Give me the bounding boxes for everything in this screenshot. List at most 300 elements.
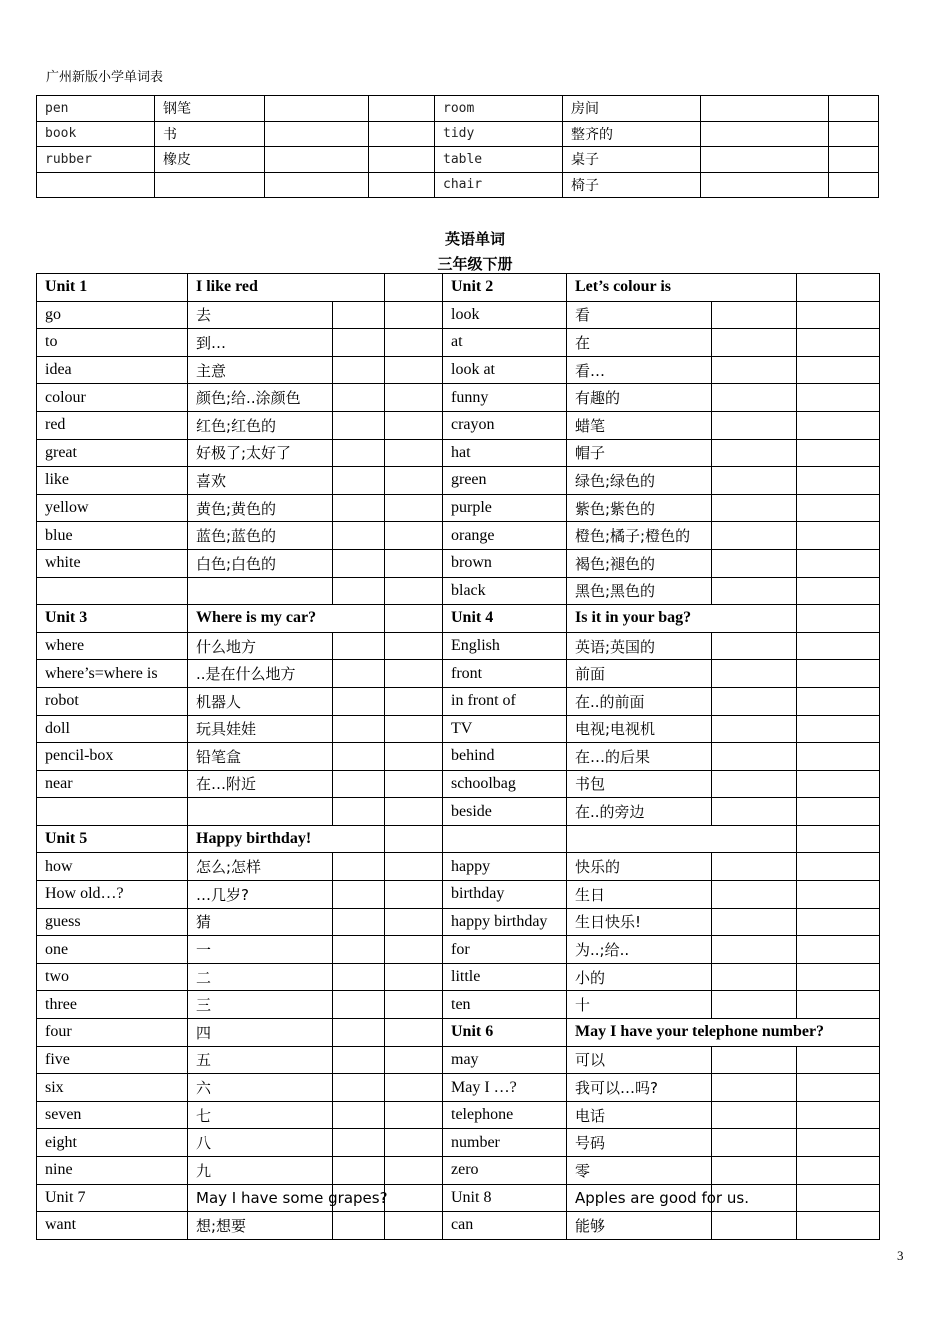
chinese-meaning: 电话	[567, 1101, 712, 1129]
blank-cell	[797, 1074, 880, 1102]
english-word: purple	[443, 494, 567, 522]
english-word: hat	[443, 439, 567, 467]
blank-cell	[797, 908, 880, 936]
blank-cell	[385, 1019, 443, 1047]
chinese-meaning: 玩具娃娃	[188, 715, 333, 743]
english-word: birthday	[443, 881, 567, 909]
blank-cell	[797, 853, 880, 881]
blank-cell	[369, 172, 435, 198]
blank-cell	[712, 1101, 797, 1129]
table-row	[37, 577, 880, 605]
blank-cell	[712, 660, 797, 688]
blank-cell	[712, 936, 797, 964]
blank-cell	[333, 632, 385, 660]
blank-cell	[333, 1019, 385, 1047]
chinese-meaning: 钢笔	[155, 96, 265, 122]
page-header: 广州新版小学单词表	[46, 70, 164, 85]
table-row	[37, 687, 880, 715]
unit-title: Let’s colour is	[567, 274, 797, 302]
blank-cell	[797, 687, 880, 715]
blank-cell	[385, 743, 443, 771]
table-row	[37, 411, 880, 439]
table-row	[37, 908, 880, 936]
blank-cell	[797, 936, 880, 964]
chinese-meaning: 一	[188, 936, 333, 964]
english-word: guess	[37, 908, 188, 936]
blank-cell	[712, 908, 797, 936]
blank-cell	[333, 467, 385, 495]
unit-label: Unit 5	[37, 825, 188, 853]
table-row	[37, 853, 880, 881]
unit-title: Where is my car?	[188, 605, 385, 633]
chinese-meaning: 八	[188, 1129, 333, 1157]
unit-title: Happy birthday!	[188, 825, 385, 853]
english-word: front	[443, 660, 567, 688]
blank-cell	[333, 301, 385, 329]
chinese-meaning: 为..;给..	[567, 936, 712, 964]
english-word: pencil-box	[37, 743, 188, 771]
blank-cell	[385, 1212, 443, 1240]
blank-cell	[333, 329, 385, 357]
blank-cell	[797, 715, 880, 743]
table-row	[37, 660, 880, 688]
chinese-meaning: 七	[188, 1101, 333, 1129]
chinese-meaning: 在…的后果	[567, 743, 712, 771]
english-word: chair	[435, 172, 563, 198]
top-table-row	[37, 172, 879, 198]
blank-cell	[333, 1074, 385, 1102]
blank-cell	[797, 605, 880, 633]
blank-cell	[797, 1046, 880, 1074]
english-word: six	[37, 1074, 188, 1102]
blank-cell	[712, 743, 797, 771]
table-row	[37, 301, 880, 329]
blank-cell	[797, 522, 880, 550]
blank-cell	[385, 549, 443, 577]
english-word: in front of	[443, 687, 567, 715]
english-word: room	[435, 96, 563, 122]
blank-cell	[712, 356, 797, 384]
blank-cell	[265, 172, 369, 198]
unit-title: May I have your telephone number?	[567, 1019, 880, 1047]
chinese-meaning: 蜡笔	[567, 411, 712, 439]
chinese-meaning: 房间	[563, 96, 701, 122]
unit-header-row	[37, 274, 880, 302]
chinese-meaning: 喜欢	[188, 467, 333, 495]
unit-label: Unit 1	[37, 274, 188, 302]
blank-cell	[797, 384, 880, 412]
english-word: want	[37, 1212, 188, 1240]
blank-cell	[797, 549, 880, 577]
english-word: great	[37, 439, 188, 467]
english-word: five	[37, 1046, 188, 1074]
chinese-meaning: 在..的旁边	[567, 798, 712, 826]
chinese-meaning: 十	[567, 991, 712, 1019]
blank-cell	[333, 687, 385, 715]
blank-cell	[333, 798, 385, 826]
table-row	[37, 1019, 880, 1047]
blank-cell	[385, 1157, 443, 1185]
blank-cell	[712, 522, 797, 550]
blank-cell	[385, 715, 443, 743]
english-word: telephone	[443, 1101, 567, 1129]
blank-cell	[712, 881, 797, 909]
blank-cell	[333, 439, 385, 467]
english-word: colour	[37, 384, 188, 412]
vocab-table	[36, 273, 880, 1240]
chinese-meaning: 快乐的	[567, 853, 712, 881]
english-word: behind	[443, 743, 567, 771]
blank-cell	[712, 1129, 797, 1157]
blank-cell	[385, 494, 443, 522]
english-word: like	[37, 467, 188, 495]
blank-cell	[701, 172, 829, 198]
english-word: near	[37, 770, 188, 798]
blank-cell	[797, 1184, 880, 1212]
blank-cell	[333, 743, 385, 771]
blank-cell	[712, 1074, 797, 1102]
english-word: three	[37, 991, 188, 1019]
blank-cell	[369, 96, 435, 122]
blank-cell	[797, 274, 880, 302]
blank-cell	[385, 274, 443, 302]
english-word: happy birthday	[443, 908, 567, 936]
english-word: How old…?	[37, 881, 188, 909]
blank-cell	[797, 632, 880, 660]
english-word: white	[37, 549, 188, 577]
blank-cell	[333, 411, 385, 439]
blank-cell	[797, 660, 880, 688]
blank-cell	[333, 963, 385, 991]
unit-header-row	[37, 825, 880, 853]
chinese-meaning: 有趣的	[567, 384, 712, 412]
english-word: red	[37, 411, 188, 439]
blank-cell	[333, 881, 385, 909]
top-table-row	[37, 147, 879, 173]
english-word: tidy	[435, 121, 563, 147]
chinese-meaning: 六	[188, 1074, 333, 1102]
blank-cell	[333, 936, 385, 964]
chinese-meaning: 在…附近	[188, 770, 333, 798]
chinese-meaning: …几岁?	[188, 881, 333, 909]
chinese-meaning: 能够	[567, 1212, 712, 1240]
chinese-meaning: May I have some grapes?	[188, 1184, 333, 1212]
blank-cell	[385, 1074, 443, 1102]
english-word: funny	[443, 384, 567, 412]
chinese-meaning: 褐色;褪色的	[567, 549, 712, 577]
blank-cell	[712, 770, 797, 798]
chinese-meaning: 橙色;橘子;橙色的	[567, 522, 712, 550]
unit-header-row	[37, 605, 880, 633]
english-word	[37, 172, 155, 198]
english-word: one	[37, 936, 188, 964]
english-word: brown	[443, 549, 567, 577]
chinese-meaning: 桌子	[563, 147, 701, 173]
blank-cell	[333, 1212, 385, 1240]
blank-cell	[712, 687, 797, 715]
english-word: ten	[443, 991, 567, 1019]
english-word: TV	[443, 715, 567, 743]
blank-cell	[333, 494, 385, 522]
chinese-meaning: 橡皮	[155, 147, 265, 173]
blank-cell	[712, 963, 797, 991]
chinese-meaning: 想;想要	[188, 1212, 333, 1240]
chinese-meaning: 看	[567, 301, 712, 329]
english-word: look at	[443, 356, 567, 384]
blank-cell	[797, 467, 880, 495]
blank-cell	[333, 1129, 385, 1157]
table-row	[37, 494, 880, 522]
chinese-meaning: 零	[567, 1157, 712, 1185]
chinese-meaning: Apples are good for us.	[567, 1184, 712, 1212]
table-row	[37, 1212, 880, 1240]
chinese-meaning: 可以	[567, 1046, 712, 1074]
blank-cell	[333, 660, 385, 688]
blank-cell	[385, 1129, 443, 1157]
blank-cell	[797, 770, 880, 798]
english-word: orange	[443, 522, 567, 550]
chinese-meaning: 到…	[188, 329, 333, 357]
blank-cell	[369, 121, 435, 147]
blank-cell	[385, 356, 443, 384]
blank-cell	[797, 991, 880, 1019]
blank-cell	[797, 743, 880, 771]
english-word: Unit 7	[37, 1184, 188, 1212]
blank-cell	[385, 687, 443, 715]
english-word: how	[37, 853, 188, 881]
blank-cell	[712, 715, 797, 743]
chinese-meaning: 三	[188, 991, 333, 1019]
blank-cell	[712, 411, 797, 439]
chinese-meaning: 九	[188, 1157, 333, 1185]
blank-cell	[797, 329, 880, 357]
blank-cell	[385, 467, 443, 495]
table-row	[37, 1184, 880, 1212]
english-word: two	[37, 963, 188, 991]
table-row	[37, 743, 880, 771]
blank-cell	[333, 991, 385, 1019]
blank-cell	[712, 1157, 797, 1185]
english-word: Unit 8	[443, 1184, 567, 1212]
unit-title	[567, 825, 797, 853]
chinese-meaning: 电视;电视机	[567, 715, 712, 743]
blank-cell	[385, 908, 443, 936]
english-word: book	[37, 121, 155, 147]
blank-cell	[797, 411, 880, 439]
table-row	[37, 439, 880, 467]
chinese-meaning: 红色;红色的	[188, 411, 333, 439]
unit-title: I like red	[188, 274, 385, 302]
top-table-row	[37, 96, 879, 122]
chinese-meaning: 椅子	[563, 172, 701, 198]
chinese-meaning: 四	[188, 1019, 333, 1047]
blank-cell	[712, 301, 797, 329]
blank-cell	[797, 825, 880, 853]
english-word: where’s=where is	[37, 660, 188, 688]
blank-cell	[797, 356, 880, 384]
table-row	[37, 632, 880, 660]
blank-cell	[712, 329, 797, 357]
blank-cell	[712, 1212, 797, 1240]
blank-cell	[829, 147, 879, 173]
chinese-meaning: 整齐的	[563, 121, 701, 147]
blank-cell	[385, 1101, 443, 1129]
blank-cell	[712, 577, 797, 605]
unit-label: Unit 3	[37, 605, 188, 633]
blank-cell	[265, 96, 369, 122]
english-word: beside	[443, 798, 567, 826]
chinese-meaning: 生日快乐!	[567, 908, 712, 936]
english-word: pen	[37, 96, 155, 122]
blank-cell	[385, 301, 443, 329]
top-vocab-table	[36, 95, 879, 198]
english-word: idea	[37, 356, 188, 384]
blank-cell	[333, 715, 385, 743]
chinese-meaning	[155, 172, 265, 198]
table-row	[37, 770, 880, 798]
table-row	[37, 1157, 880, 1185]
english-word: table	[435, 147, 563, 173]
english-word: eight	[37, 1129, 188, 1157]
blank-cell	[333, 577, 385, 605]
english-word: schoolbag	[443, 770, 567, 798]
english-word: little	[443, 963, 567, 991]
blank-cell	[265, 147, 369, 173]
blank-cell	[701, 147, 829, 173]
blank-cell	[385, 605, 443, 633]
blank-cell	[333, 770, 385, 798]
table-row	[37, 798, 880, 826]
blank-cell	[712, 549, 797, 577]
page-title: 英语单词	[444, 230, 505, 248]
english-word: yellow	[37, 494, 188, 522]
blank-cell	[385, 936, 443, 964]
blank-cell	[712, 853, 797, 881]
chinese-meaning: 绿色;绿色的	[567, 467, 712, 495]
chinese-meaning: 紫色;紫色的	[567, 494, 712, 522]
chinese-meaning: 书包	[567, 770, 712, 798]
english-word: to	[37, 329, 188, 357]
blank-cell	[333, 1157, 385, 1185]
chinese-meaning: 前面	[567, 660, 712, 688]
blank-cell	[385, 881, 443, 909]
english-word: go	[37, 301, 188, 329]
blank-cell	[701, 121, 829, 147]
blank-cell	[333, 522, 385, 550]
chinese-meaning: 白色;白色的	[188, 549, 333, 577]
english-word: zero	[443, 1157, 567, 1185]
blank-cell	[712, 467, 797, 495]
chinese-meaning: 去	[188, 301, 333, 329]
chinese-meaning: 我可以…吗?	[567, 1074, 712, 1102]
table-row	[37, 1101, 880, 1129]
english-word	[37, 577, 188, 605]
table-row	[37, 1074, 880, 1102]
blank-cell	[712, 494, 797, 522]
english-word: rubber	[37, 147, 155, 173]
chinese-meaning: 好极了;太好了	[188, 439, 333, 467]
table-row	[37, 329, 880, 357]
english-word: doll	[37, 715, 188, 743]
blank-cell	[385, 991, 443, 1019]
page-number: 3	[897, 1248, 904, 1263]
chinese-meaning: 黄色;黄色的	[188, 494, 333, 522]
english-word	[37, 798, 188, 826]
table-row	[37, 1129, 880, 1157]
blank-cell	[797, 494, 880, 522]
blank-cell	[701, 96, 829, 122]
blank-cell	[797, 1212, 880, 1240]
page-subtitle: 三年级下册	[437, 255, 513, 273]
chinese-meaning: 在..的前面	[567, 687, 712, 715]
blank-cell	[333, 908, 385, 936]
blank-cell	[797, 1129, 880, 1157]
english-word: black	[443, 577, 567, 605]
blank-cell	[797, 577, 880, 605]
blank-cell	[385, 329, 443, 357]
chinese-meaning: 生日	[567, 881, 712, 909]
table-row	[37, 467, 880, 495]
blank-cell	[385, 853, 443, 881]
table-row	[37, 549, 880, 577]
chinese-meaning: 猜	[188, 908, 333, 936]
chinese-meaning	[188, 798, 333, 826]
english-word: English	[443, 632, 567, 660]
blank-cell	[333, 384, 385, 412]
chinese-meaning: 怎么;怎样	[188, 853, 333, 881]
english-word: where	[37, 632, 188, 660]
blank-cell	[333, 549, 385, 577]
blank-cell	[333, 853, 385, 881]
chinese-meaning: 书	[155, 121, 265, 147]
blank-cell	[797, 881, 880, 909]
chinese-meaning	[188, 577, 333, 605]
blank-cell	[712, 991, 797, 1019]
chinese-meaning: 什么地方	[188, 632, 333, 660]
english-word: green	[443, 467, 567, 495]
unit-label: Unit 4	[443, 605, 567, 633]
blank-cell	[797, 798, 880, 826]
chinese-meaning: 帽子	[567, 439, 712, 467]
english-word: happy	[443, 853, 567, 881]
english-word: crayon	[443, 411, 567, 439]
blank-cell	[369, 147, 435, 173]
english-word: for	[443, 936, 567, 964]
blank-cell	[712, 798, 797, 826]
english-word: blue	[37, 522, 188, 550]
blank-cell	[712, 439, 797, 467]
english-word: may	[443, 1046, 567, 1074]
table-row	[37, 384, 880, 412]
unit-label	[443, 825, 567, 853]
chinese-meaning: 在	[567, 329, 712, 357]
blank-cell	[797, 1101, 880, 1129]
table-row	[37, 936, 880, 964]
chinese-meaning: 主意	[188, 356, 333, 384]
blank-cell	[385, 825, 443, 853]
blank-cell	[712, 1046, 797, 1074]
table-row	[37, 715, 880, 743]
blank-cell	[385, 770, 443, 798]
english-word: robot	[37, 687, 188, 715]
english-word: seven	[37, 1101, 188, 1129]
blank-cell	[333, 356, 385, 384]
blank-cell	[829, 96, 879, 122]
blank-cell	[385, 577, 443, 605]
blank-cell	[797, 301, 880, 329]
english-word: look	[443, 301, 567, 329]
blank-cell	[797, 439, 880, 467]
